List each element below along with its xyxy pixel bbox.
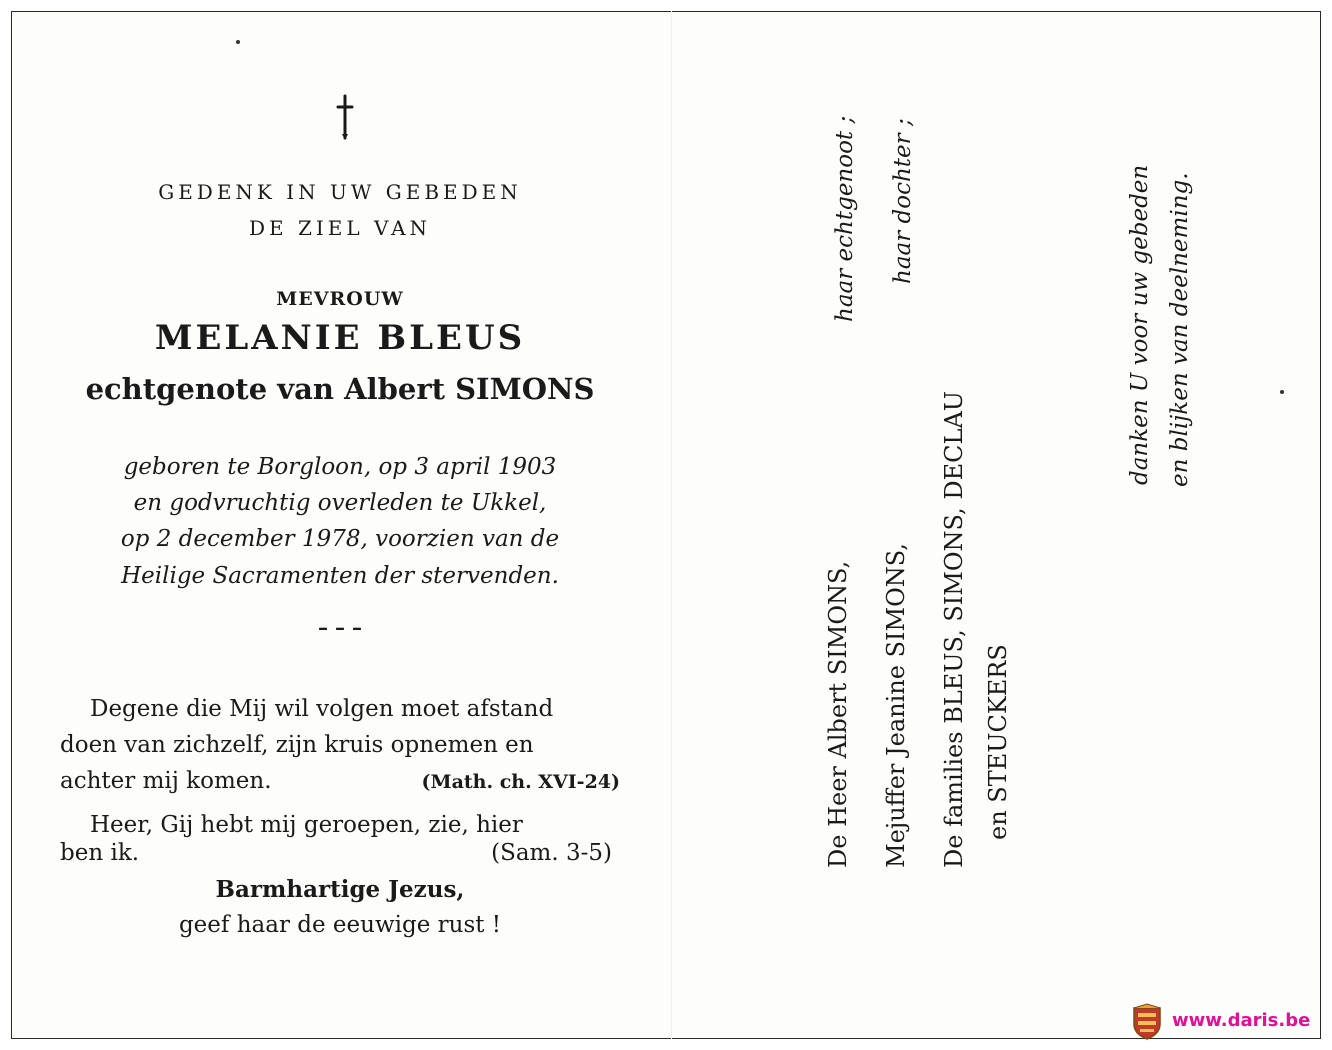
print-speck [236,40,240,44]
quote1-reference: (Math. ch. XVI-24) [421,771,620,793]
deceased-name: MELANIE BLEUS [154,318,526,358]
family-line-1: De Heer Albert SIMONS, [824,560,852,868]
quote2-line-1: Heer, Gij hebt mij geroepen, zie, hier [90,812,523,838]
honorific: MEVROUW [276,288,404,310]
bio-line-4: Heilige Sacramenten der stervenden. [121,563,559,589]
cross-icon [330,94,360,140]
quote2-reference: (Sam. 3-5) [491,840,612,866]
quote1-line-2: doen van zichzelf, zijn kruis opnemen en [60,732,534,758]
family-role-1: haar echtgenoot ; [832,115,858,322]
prayer-line-2: geef haar de eeuwige rust ! [178,912,502,938]
spouse-line: echtgenote van Albert SIMONS [85,372,595,406]
bio-line-1: geboren te Borgloon, op 3 april 1903 [123,454,557,480]
heading-line-2: DE ZIEL VAN [248,216,432,240]
site-watermark[interactable]: www.daris.be [1172,1010,1311,1031]
quote1-line-1: Degene die Mij wil volgen moet afstand [90,696,554,722]
family-line-3: De families BLEUS, SIMONS, DECLAU [940,391,968,868]
family-line-4: en STEUCKERS [984,644,1012,840]
bio-line-3: op 2 december 1978, voorzien van de [120,526,560,552]
family-role-2: haar dochter ; [890,118,916,284]
coat-of-arms-icon [1130,1000,1164,1040]
print-speck [1280,390,1284,394]
quote2-line-2 [60,840,620,866]
divider: – – – [318,615,362,639]
fold-line [671,11,672,1039]
bio-line-2: en godvruchtig overleden te Ukkel, [133,490,547,516]
family-line-2: Mejuffer Jeanine SIMONS, [882,543,910,868]
heading-line-1: GEDENK IN UW GEBEDEN [158,180,522,204]
quote1-text: achter mij komen. [60,768,272,794]
thanks-line-2: en blijken van deelneming. [1167,172,1193,487]
prayer-line-1: Barmhartige Jezus, [215,876,465,903]
thanks-line-1: danken U voor uw gebeden [1127,164,1153,485]
quote2-text: ben ik. [60,840,140,866]
quote1-line-3 [60,768,620,794]
